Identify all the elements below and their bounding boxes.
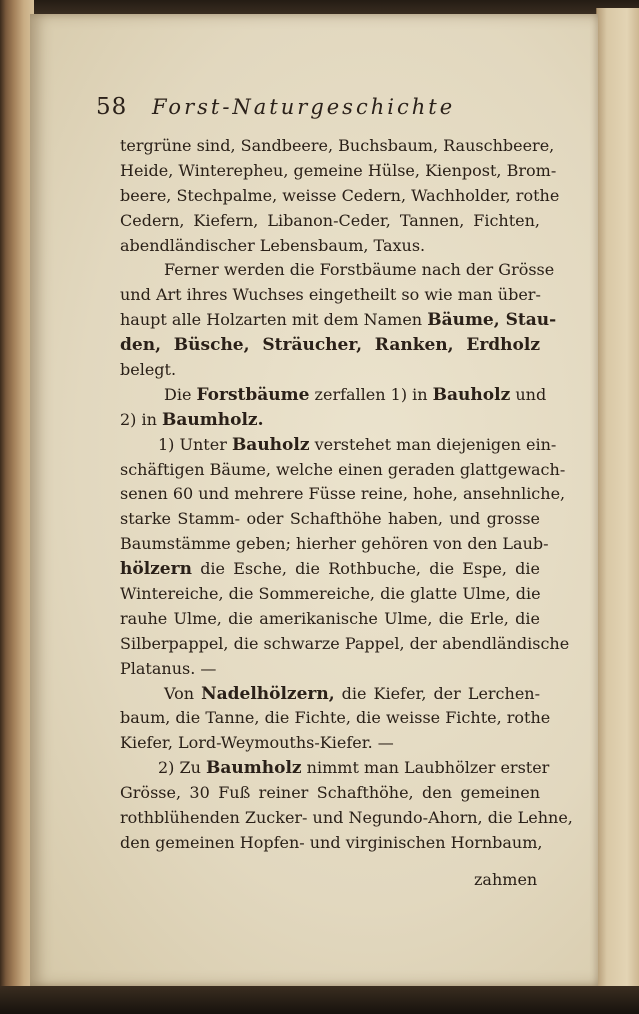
text-line: Baumstämme geben; hierher gehören von den Laub- (120, 534, 549, 554)
bold-term: Bauholz (432, 384, 511, 405)
right-facing-leaf (596, 8, 639, 993)
bold-term: Bauholz (231, 434, 310, 455)
text-fragment: nimmt man Laubhölzer erster (306, 758, 550, 778)
text-fragment: verstehet man diejenigen ein- (314, 434, 557, 454)
bold-term: Baumholz (206, 758, 302, 779)
page-header (96, 94, 536, 128)
catchword: zahmen (474, 870, 538, 889)
text-line: Kiefer, Lord-Weymouths-Kiefer. — (120, 733, 394, 753)
text-line: beere, Stechpalme, weisse Cedern, Wachholder, rothe (120, 185, 560, 205)
text-line (120, 433, 557, 458)
text-line: starke Stamm- oder Schafthöhe haben, und grosse (120, 509, 540, 529)
text-line: tergrüne sind, Sandbeere, Buchsbaum, Rauschbeere, (120, 136, 555, 155)
text-fragment: Von (164, 683, 195, 703)
page-body (120, 134, 573, 856)
text-fragment: die Esche, die Rothbuche, die Espe, die (200, 559, 540, 579)
text-fragment: die Kiefer, der Lerchen- (341, 683, 541, 703)
text-line: Ferner werden die Forstbäume nach der Grösse (164, 260, 555, 280)
text-line: senen 60 und mehrere Füsse reine, hohe, ansehnliche, (120, 484, 566, 504)
text-line: abendländischer Lebensbaum, Taxus. (120, 235, 426, 255)
text-fragment: 2) in (120, 409, 157, 429)
text-line: Wintereiche, die Sommereiche, die glatte Ulme, die (120, 584, 541, 604)
text-line (120, 756, 550, 781)
text-line: den gemeinen Hopfen- und virginischen Hornbaum, (120, 832, 543, 852)
text-fragment: zerfallen 1) in (314, 384, 428, 404)
text-line: Grösse, 30 Fuß reiner Schafthöhe, den gemeinen (120, 783, 540, 803)
bold-term: Forstbäume (196, 384, 310, 405)
text-line: und Art ihres Wuchses eingetheilt so wie man über- (120, 285, 541, 305)
text-line-bold: den, Büsche, Sträucher, Ranken, Erdholz (120, 335, 540, 356)
bold-term: Baumholz. (162, 409, 264, 430)
text-line: rauhe Ulme, die amerikanische Ulme, die Erle, die (120, 608, 540, 628)
text-line: schäftigen Bäume, welche einen geraden glattgewach- (120, 459, 566, 479)
text-line: belegt. (120, 360, 177, 380)
text-line: rothblühenden Zucker- und Negundo-Ahorn, die Lehne, (120, 808, 573, 828)
text-fragment: Die (164, 384, 192, 404)
text-line: Heide, Winterepheu, gemeine Hülse, Kienpost, Brom- (120, 160, 557, 180)
text-line (120, 308, 557, 333)
text-fragment: haupt alle Holzarten mit dem Namen (120, 310, 423, 330)
text-fragment: 1) Unter (158, 434, 227, 454)
text-line (120, 557, 540, 582)
text-line: Silberpappel, die schwarze Pappel, der abendländische (120, 633, 570, 653)
text-fragment: 2) Zu (158, 758, 201, 778)
text-line (120, 408, 540, 433)
text-line: Platanus. — (120, 658, 217, 678)
running-title: Forst-Naturgeschichte (152, 95, 456, 119)
page-number: 58 (96, 94, 128, 120)
bold-term: hölzern (120, 559, 192, 580)
text-line (120, 383, 547, 408)
left-page-edges (0, 0, 34, 1014)
text-line (120, 682, 540, 707)
bottom-shadow (0, 986, 639, 1014)
text-fragment: und (515, 384, 547, 404)
text-line: Cedern, Kiefern, Libanon-Ceder, Tannen, Fichten, (120, 210, 540, 230)
bold-term: Bäume, Stau- (427, 310, 557, 331)
bold-term: Nadelhölzern, (201, 683, 335, 704)
text-line: baum, die Tanne, die Fichte, die weisse Fichte, rothe (120, 708, 551, 728)
